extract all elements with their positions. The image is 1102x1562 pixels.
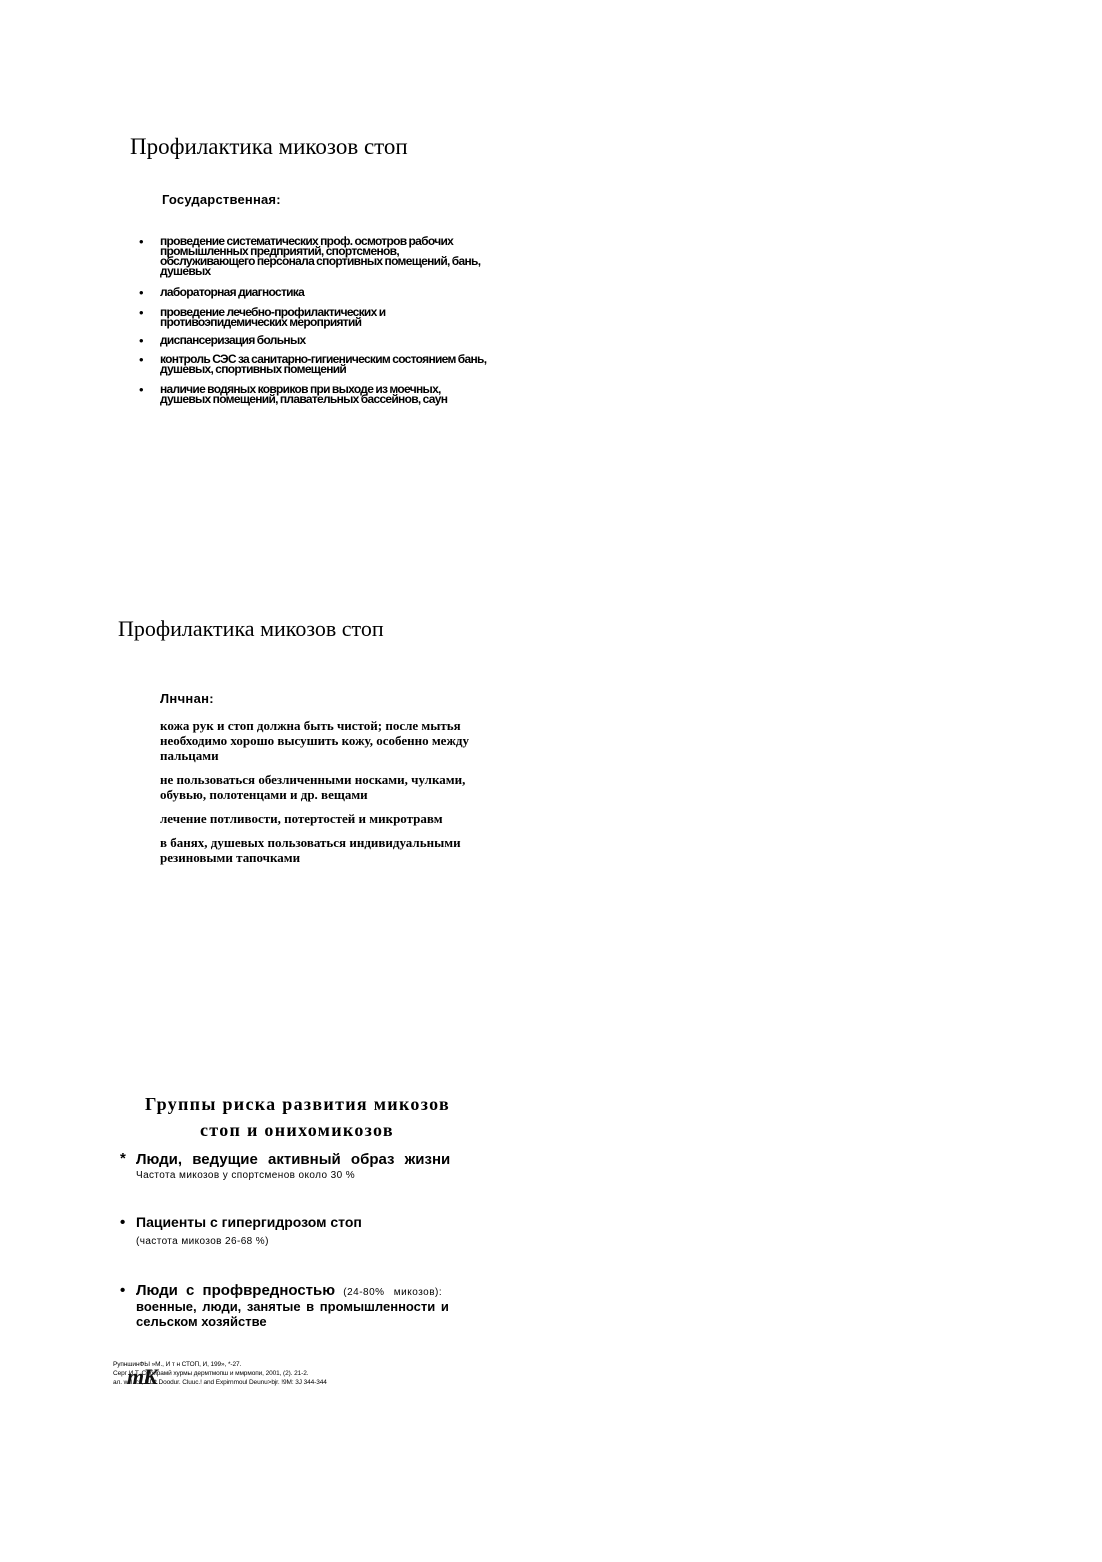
risk-group-title: Люди, ведущие активный образ жизни <box>136 1151 451 1168</box>
slide2-heading: Лнчнан: <box>160 691 214 706</box>
slide2-title: Профилактика микозов стоп <box>118 616 384 641</box>
slide3-title-line2: стоп и онихомикозов <box>200 1120 394 1140</box>
list-item-text: лабораторная диагностика <box>160 285 305 299</box>
list-item-text: наличие водяных ковриков при выходе из моечных, душевых помещений, плавательных бассейнов, саун <box>160 382 448 406</box>
asterisk-icon: * <box>120 1150 126 1167</box>
slide3-title-line1: Группы риска развития микозов <box>145 1094 451 1114</box>
bullet-icon: • <box>139 352 144 367</box>
bullet-icon: • <box>139 305 144 320</box>
risk-group-note: Частота микозов у спортсменов около 30 % <box>136 1170 356 1181</box>
list-item-text: проведение лечебно-профилактических и противоэпидемических мероприятий <box>160 305 386 329</box>
risk-group-title-line3: сельском хозяйстве <box>136 1314 267 1329</box>
list-item: в банях, душевых пользоваться индивидуальными резиновыми тапочками <box>160 835 461 865</box>
list-item: не пользоваться обезличенными носками, чулками, обувью, полотенцами и др. вещами <box>160 772 466 802</box>
reference-line: Серг И.Т. Сибирамй хурмы дермтмопш и ммрмопи, 2001, (2). 21-2. <box>113 1370 309 1377</box>
reference-line: ал. w.ll.fc*, P.D* Doodur. Cluuc.! and Expirnmoul Deunu>bjr. !9M: 3J 344-344 <box>113 1379 327 1386</box>
list-item-text: контроль СЭС за санитарно-гигиеническим состоянием бань, душевых, спортивных помещений <box>160 352 487 376</box>
list-item: лечение потливости, потертостей и микротравм <box>160 811 443 826</box>
risk-group-note: (24-80% микозов): <box>343 1287 443 1298</box>
bullet-icon: • <box>139 234 144 249</box>
bullet-icon: • <box>120 1282 126 1299</box>
bullet-icon: • <box>139 382 144 397</box>
risk-group-title <box>136 1282 442 1299</box>
risk-group-title-text: Люди с профвредностью <box>136 1282 336 1299</box>
list-item-text: проведение систематических проф. осмотров рабочих промышленных предприятий, спортсменов, обслуживающего персонала спортивных помещений, бань, душевых <box>160 234 481 278</box>
bullet-icon: • <box>139 333 144 348</box>
risk-group-title: Пациенты с гипергидрозом стоп <box>136 1214 362 1230</box>
bullet-icon: • <box>139 285 144 300</box>
bullet-icon: • <box>120 1214 126 1231</box>
slide1-heading: Государственная: <box>162 192 281 207</box>
reference-logo: mK <box>127 1364 157 1389</box>
list-item-text: диспансеризация больных <box>160 333 306 347</box>
risk-group-note: (частота микозов 26-68 %) <box>136 1236 269 1247</box>
list-item: кожа рук и стоп должна быть чистой; после мытья необходимо хорошо высушить кожу, особенно между пальцами <box>160 718 469 763</box>
reference-line: РупншинФЫ »М., И т н СТОП, И, 199», *-27. <box>113 1361 242 1368</box>
risk-group-title-line2: военные, люди, занятые в промышленности и <box>136 1299 449 1314</box>
slide1-title: Профилактика микозов стоп <box>130 134 408 159</box>
